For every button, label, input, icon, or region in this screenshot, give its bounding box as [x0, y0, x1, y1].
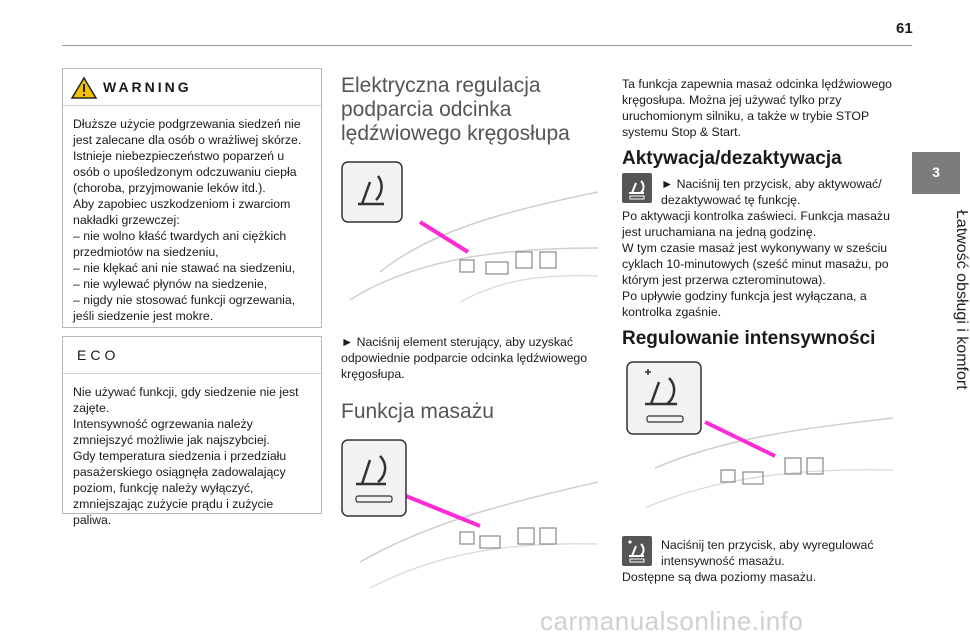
intensity-button-icon: [622, 536, 652, 566]
lumbar-heading: Elektryczna regulacja podparcia odcinka lędźwiowego kręgosłupa: [341, 74, 570, 145]
chapter-tab: [912, 152, 960, 194]
lumbar-seat-illustration: [340, 152, 600, 307]
activation-button-icon: [622, 173, 652, 203]
warning-title: WARNING: [103, 79, 192, 95]
intensity-seat-illustration: [625, 358, 895, 518]
warning-triangle-icon: [71, 77, 97, 99]
warning-box: [62, 68, 322, 328]
massage-seat-icon: [622, 173, 652, 203]
warning-text: Dłuższe użycie podgrzewania siedzeń nie jest zalecane dla osób o wrażliwej skórze. Istnieje niebezpieczeństwo poparzeń u osób o upośledzonym odczuwaniu ciepła (choroba, przyjmowanie leków itd.). Aby zapobiec uszkodzeniom i zwarciom nakładki grzewczej: – nie wolno kłaść twardych ani ciężkich przedmiotów na siedzeniu, – nie klękać ani nie stawać na siedzeniu, – nie wylewać płynów na siedzenie, – nigdy nie stosować funkcji ogrzewania, jeśli siedzenie jest mokre.: [73, 117, 302, 323]
page-number: 61: [896, 20, 913, 37]
watermark: carmanualsonline.info: [540, 606, 804, 636]
activation-heading: Aktywacja/dezaktywacja: [622, 148, 842, 169]
massage-seat-illustration: [340, 432, 600, 592]
massage-intensity-icon: [622, 536, 652, 566]
lumbar-instruction: ► Naciśnij element sterujący, aby uzyskać odpowiednie podparcie odcinka lędźwiowego kręgosłupa.: [341, 335, 588, 381]
eco-title: ECO: [77, 347, 120, 363]
massage-heading: Funkcja masażu: [341, 400, 494, 423]
eco-box: [62, 336, 322, 527]
chapter-label: Łatwość obsługi i komfort: [953, 210, 970, 390]
intensity-instruction: Naciśnij ten przycisk, aby wyregulować intensywność masażu.: [661, 538, 874, 568]
warning-header: [63, 69, 321, 106]
intensity-heading: Regulowanie intensywności: [622, 328, 876, 349]
eco-header: [63, 337, 321, 374]
intensity-text: Dostępne są dwa poziomy masażu.: [622, 570, 817, 584]
activation-instruction: ► Naciśnij ten przycisk, aby aktywować/ dezaktywować tę funkcję.: [661, 177, 882, 207]
massage-intro: Ta funkcja zapewnia masaż odcinka lędźwiowego kręgosłupa. Można jej używać tylko przy uruchomionym silniku, a także w trybie STOP systemu Stop & Start.: [622, 77, 892, 139]
eco-text: Nie używać funkcji, gdy siedzenie nie jest zajęte. Intensywność ogrzewania należy zmniejszyć możliwie jak najszybciej. Gdy temperatura siedzenia i przedziału pasażerskiego osiągnęła zadowalający poziom, funkcję należy wyłączyć, zmniejszając zużycie prądu i zużycie paliwa.: [73, 385, 299, 527]
chapter-number: 3: [932, 164, 940, 180]
header-rule: [62, 45, 912, 46]
activation-text: Po aktywacji kontrolka zaświeci. Funkcja masażu jest uruchamiana na jedną godzinę. W tym czasie masaż jest wykonywany w sześciu cyklach 10-minutowych (sześć minut masażu, po którym jest przerwa czterominutowa). Po upływie godziny funkcja jest wyłączana, a kontrolka zgaśnie.: [622, 209, 890, 319]
